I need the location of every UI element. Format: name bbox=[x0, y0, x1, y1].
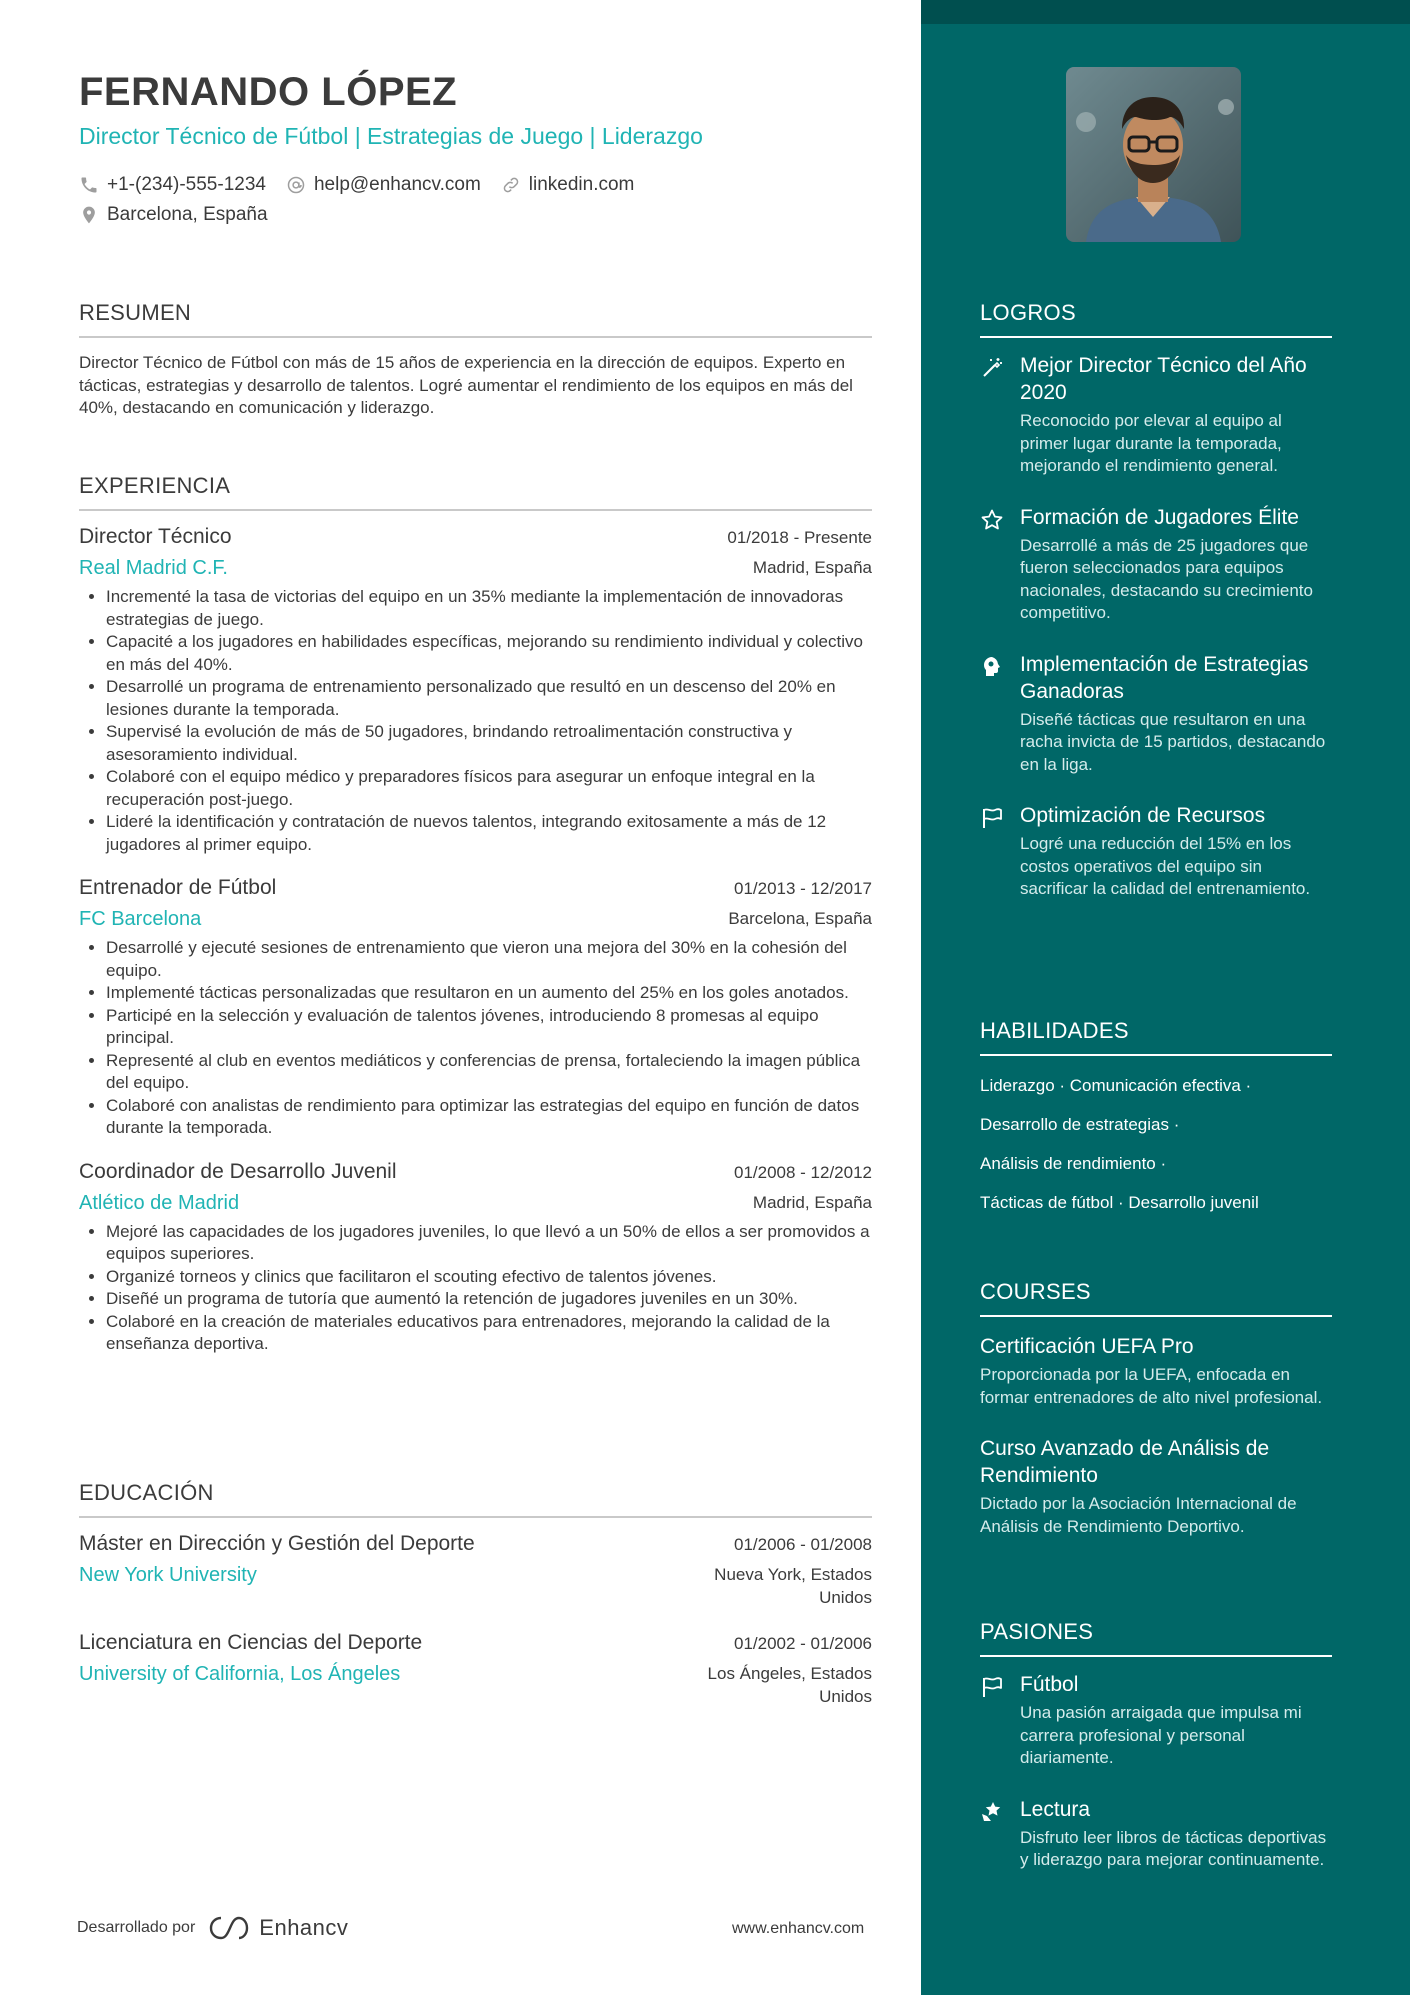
passions-section bbox=[980, 1619, 1332, 1872]
passion-title: Lectura bbox=[1020, 1797, 1091, 1821]
job-bullets bbox=[79, 1221, 872, 1356]
skills-section bbox=[980, 1018, 1332, 1222]
passion-item bbox=[980, 1671, 1332, 1770]
star-icon bbox=[980, 508, 1004, 532]
location-line: Nueva York, Estados bbox=[714, 1565, 872, 1584]
candidate-name: FERNANDO LÓPEZ bbox=[79, 70, 458, 114]
achievement-item bbox=[980, 802, 1332, 901]
experience-section bbox=[79, 473, 872, 1356]
linkedin-text: linkedin.com bbox=[528, 174, 635, 195]
bullet-item: • Desarrollé un programa de entrenamiento personalizado que resultó en un descenso del 20% en lesiones durante la temporada. bbox=[106, 676, 872, 721]
courses-section bbox=[980, 1279, 1332, 1538]
job-location: Barcelona, España bbox=[728, 909, 872, 928]
job-role: Entrenador de Fútbol bbox=[79, 876, 277, 899]
magic-wand-icon bbox=[980, 356, 1004, 380]
linkedin-contact[interactable] bbox=[501, 174, 635, 196]
sidebar-top-band bbox=[921, 0, 1410, 24]
location-contact bbox=[79, 204, 268, 226]
bullet-item: • Incrementé la tasa de victorias del equipo en un 35% mediante la implementación de innovadoras estrategias de juego. bbox=[106, 586, 872, 631]
bullet-item: • Desarrollé y ejecuté sesiones de entrenamiento que vieron una mejora del 30% en la cohesión del equipo. bbox=[106, 937, 872, 982]
at-icon bbox=[286, 175, 306, 195]
passions-heading: PASIONES bbox=[980, 1619, 1332, 1657]
candidate-title: Director Técnico de Fútbol | Estrategias de Juego | Liderazgo bbox=[79, 123, 703, 149]
education-entry bbox=[79, 1532, 872, 1609]
summary-heading: RESUMEN bbox=[79, 300, 872, 338]
course-title: Curso Avanzado de Análisis de Rendimiento bbox=[980, 1437, 1270, 1487]
phone-icon bbox=[79, 175, 99, 195]
job-role: Director Técnico bbox=[79, 525, 232, 548]
flag-icon bbox=[980, 1675, 1004, 1699]
experience-heading: EXPERIENCIA bbox=[79, 473, 872, 511]
enhancv-logo-icon bbox=[207, 1914, 253, 1942]
job-location: Madrid, España bbox=[752, 1192, 872, 1212]
skills-list bbox=[980, 1066, 1332, 1222]
bullet-item: • Diseñé un programa de tutoría que aumentó la retención de jugadores juveniles en un 30%. bbox=[106, 1288, 872, 1311]
school-name: New York University bbox=[79, 1564, 257, 1586]
job-company: Real Madrid C.F. bbox=[79, 557, 228, 579]
course-desc: Dictado por la Asociación Internacional de Análisis de Rendimiento Deportivo. bbox=[980, 1494, 1297, 1536]
job-date: 01/2008 - 12/2012 bbox=[733, 1162, 872, 1182]
achievement-title: Mejor Director Técnico del Año 2020 bbox=[1020, 354, 1307, 404]
sidebar bbox=[921, 0, 1410, 1995]
location-text: Barcelona, España bbox=[107, 204, 268, 225]
email-text: help@enhancv.com bbox=[313, 174, 481, 195]
job-date: 01/2013 - 12/2017 bbox=[733, 879, 872, 898]
achievements-section bbox=[980, 300, 1332, 901]
job-company: Atlético de Madrid bbox=[79, 1191, 240, 1214]
bullet-item: • Organizé torneos y clinics que facilitaron el scouting efectivo de talentos jóvenes. bbox=[106, 1266, 872, 1289]
footer-website[interactable]: www.enhancv.com bbox=[732, 1920, 865, 1937]
achievement-item bbox=[980, 504, 1332, 625]
profile-photo bbox=[1066, 67, 1241, 242]
bullet-item: • Colaboré con el equipo médico y preparadores físicos para asegurar un enfoque integral en la recuperación post-juego. bbox=[106, 766, 872, 811]
bullet-item: • Colaboré en la creación de materiales educativos para entrenadores, mejorando la calidad de la enseñanza deportiva. bbox=[106, 1311, 872, 1356]
summary-section bbox=[79, 300, 872, 420]
passion-desc: Una pasión arraigada que impulsa mi carrera profesional y personal diariamente. bbox=[1020, 1703, 1302, 1767]
achievement-item bbox=[980, 352, 1332, 478]
job-entry bbox=[79, 525, 872, 856]
degree-title: Máster en Dirección y Gestión del Deporte bbox=[79, 1532, 475, 1555]
passion-item bbox=[980, 1796, 1332, 1872]
footer-brand[interactable] bbox=[77, 1914, 348, 1942]
phone-contact[interactable] bbox=[79, 174, 266, 196]
achievement-title: Optimización de Recursos bbox=[1020, 804, 1266, 827]
achievement-item bbox=[980, 651, 1332, 777]
education-location bbox=[708, 1663, 872, 1708]
achievements-heading: LOGROS bbox=[980, 300, 1332, 338]
education-location bbox=[714, 1564, 872, 1609]
school-name: University of California, Los Ángeles bbox=[79, 1663, 401, 1685]
phone-text: +1-(234)-555-1234 bbox=[107, 174, 266, 195]
job-bullets bbox=[79, 937, 872, 1140]
location-pin-icon bbox=[79, 205, 99, 225]
bullet-item: • Lideré la identificación y contratación de nuevos talentos, integrando exitosamente a más de 12 jugadores al primer equipo. bbox=[106, 811, 872, 856]
summary-text: Director Técnico de Fútbol con más de 15 años de experiencia en la dirección de equipos. Experto en tácticas, estrategias y desarrollo de talentos. Logré aumentar el rendimiento de los equipos en más del 40%, destacando en comunicación y liderazgo. bbox=[79, 353, 853, 417]
education-date: 01/2006 - 01/2008 bbox=[733, 1535, 872, 1554]
skill-line: Análisis de rendimiento · bbox=[980, 1153, 1167, 1173]
course-item bbox=[980, 1435, 1332, 1538]
achievement-desc: Diseñé tácticas que resultaron en una racha invicta de 15 partidos, destacando en la liga. bbox=[1020, 709, 1326, 774]
job-entry bbox=[79, 876, 872, 1140]
education-heading: EDUCACIÓN bbox=[79, 1480, 872, 1518]
passion-title: Fútbol bbox=[1020, 1673, 1079, 1696]
job-role: Coordinador de Desarrollo Juvenil bbox=[79, 1159, 397, 1183]
bullet-item: • Representé al club en eventos mediáticos y conferencias de prensa, fortaleciendo la imagen pública del equipo. bbox=[106, 1050, 872, 1095]
education-entry bbox=[79, 1631, 872, 1708]
achievement-title: Implementación de Estrategias Ganadoras bbox=[1020, 652, 1309, 703]
star-hand-icon bbox=[980, 1800, 1004, 1824]
achievement-desc: Desarrollé a más de 25 jugadores que fueron seleccionados para equipos nacionales, destacando su crecimiento competitivo. bbox=[1020, 535, 1313, 622]
location-line: Unidos bbox=[819, 1686, 872, 1706]
brain-head-icon bbox=[980, 655, 1004, 679]
flag-icon bbox=[980, 806, 1004, 830]
achievement-desc: Reconocido por elevar al equipo al primer lugar durante la temporada, mejorando el rendimiento general. bbox=[1020, 411, 1282, 475]
education-date: 01/2002 - 01/2006 bbox=[733, 1634, 872, 1653]
bullet-item: • Implementé tácticas personalizadas que resultaron en un aumento del 25% en los goles anotados. bbox=[106, 982, 872, 1005]
job-entry bbox=[79, 1160, 872, 1356]
email-contact[interactable] bbox=[286, 174, 481, 196]
brand-name: Enhancv bbox=[259, 1915, 349, 1940]
skills-heading: HABILIDADES bbox=[980, 1018, 1332, 1056]
bullet-item: • Participé en la selección y evaluación de talentos jóvenes, introduciendo 8 promesas al equipo principal. bbox=[106, 1005, 872, 1050]
job-location: Madrid, España bbox=[752, 558, 872, 577]
bullet-item: • Supervisé la evolución de más de 50 jugadores, brindando retroalimentación constructiva y asesoramiento individual. bbox=[106, 721, 872, 766]
contact-info bbox=[79, 170, 654, 230]
powered-by-text: Desarrollado por bbox=[77, 1919, 196, 1936]
location-line: Los Ángeles, Estados bbox=[707, 1664, 872, 1683]
course-item bbox=[980, 1333, 1332, 1409]
passion-desc: Disfruto leer libros de tácticas deportivas y liderazgo para mejorar continuamente. bbox=[1020, 1827, 1327, 1869]
course-desc: Proporcionada por la UEFA, enfocada en formar entrenadores de alto nivel profesional. bbox=[980, 1365, 1323, 1407]
job-date: 01/2018 - Presente bbox=[727, 528, 872, 547]
education-section bbox=[79, 1480, 872, 1708]
achievement-desc: Logré una reducción del 15% en los costos operativos del equipo sin sacrificar la calidad del entrenamiento. bbox=[1020, 834, 1311, 898]
courses-heading: COURSES bbox=[980, 1279, 1332, 1317]
link-icon bbox=[501, 175, 521, 195]
bullet-item: • Mejoré las capacidades de los jugadores juveniles, lo que llevó a un 50% de ellos a ser promovidos a equipos superiores. bbox=[106, 1221, 872, 1266]
job-company: FC Barcelona bbox=[79, 908, 202, 930]
skill-line: Liderazgo · Comunicación efectiva · bbox=[980, 1075, 1252, 1095]
bullet-item: • Colaboré con analistas de rendimiento para optimizar las estrategias del equipo en función de datos durante la temporada. bbox=[106, 1095, 872, 1140]
job-bullets bbox=[79, 586, 872, 856]
skill-line: Desarrollo de estrategias · bbox=[980, 1114, 1180, 1134]
skill-line: Tácticas de fútbol · Desarrollo juvenil bbox=[980, 1192, 1259, 1212]
bullet-item: • Capacité a los jugadores en habilidades específicas, mejorando su rendimiento individual y colectivo en más del 40%. bbox=[106, 631, 872, 676]
location-line: Unidos bbox=[819, 1587, 872, 1607]
degree-title: Licenciatura en Ciencias del Deporte bbox=[79, 1631, 423, 1654]
course-title: Certificación UEFA Pro bbox=[980, 1335, 1194, 1358]
achievement-title: Formación de Jugadores Élite bbox=[1020, 505, 1299, 529]
